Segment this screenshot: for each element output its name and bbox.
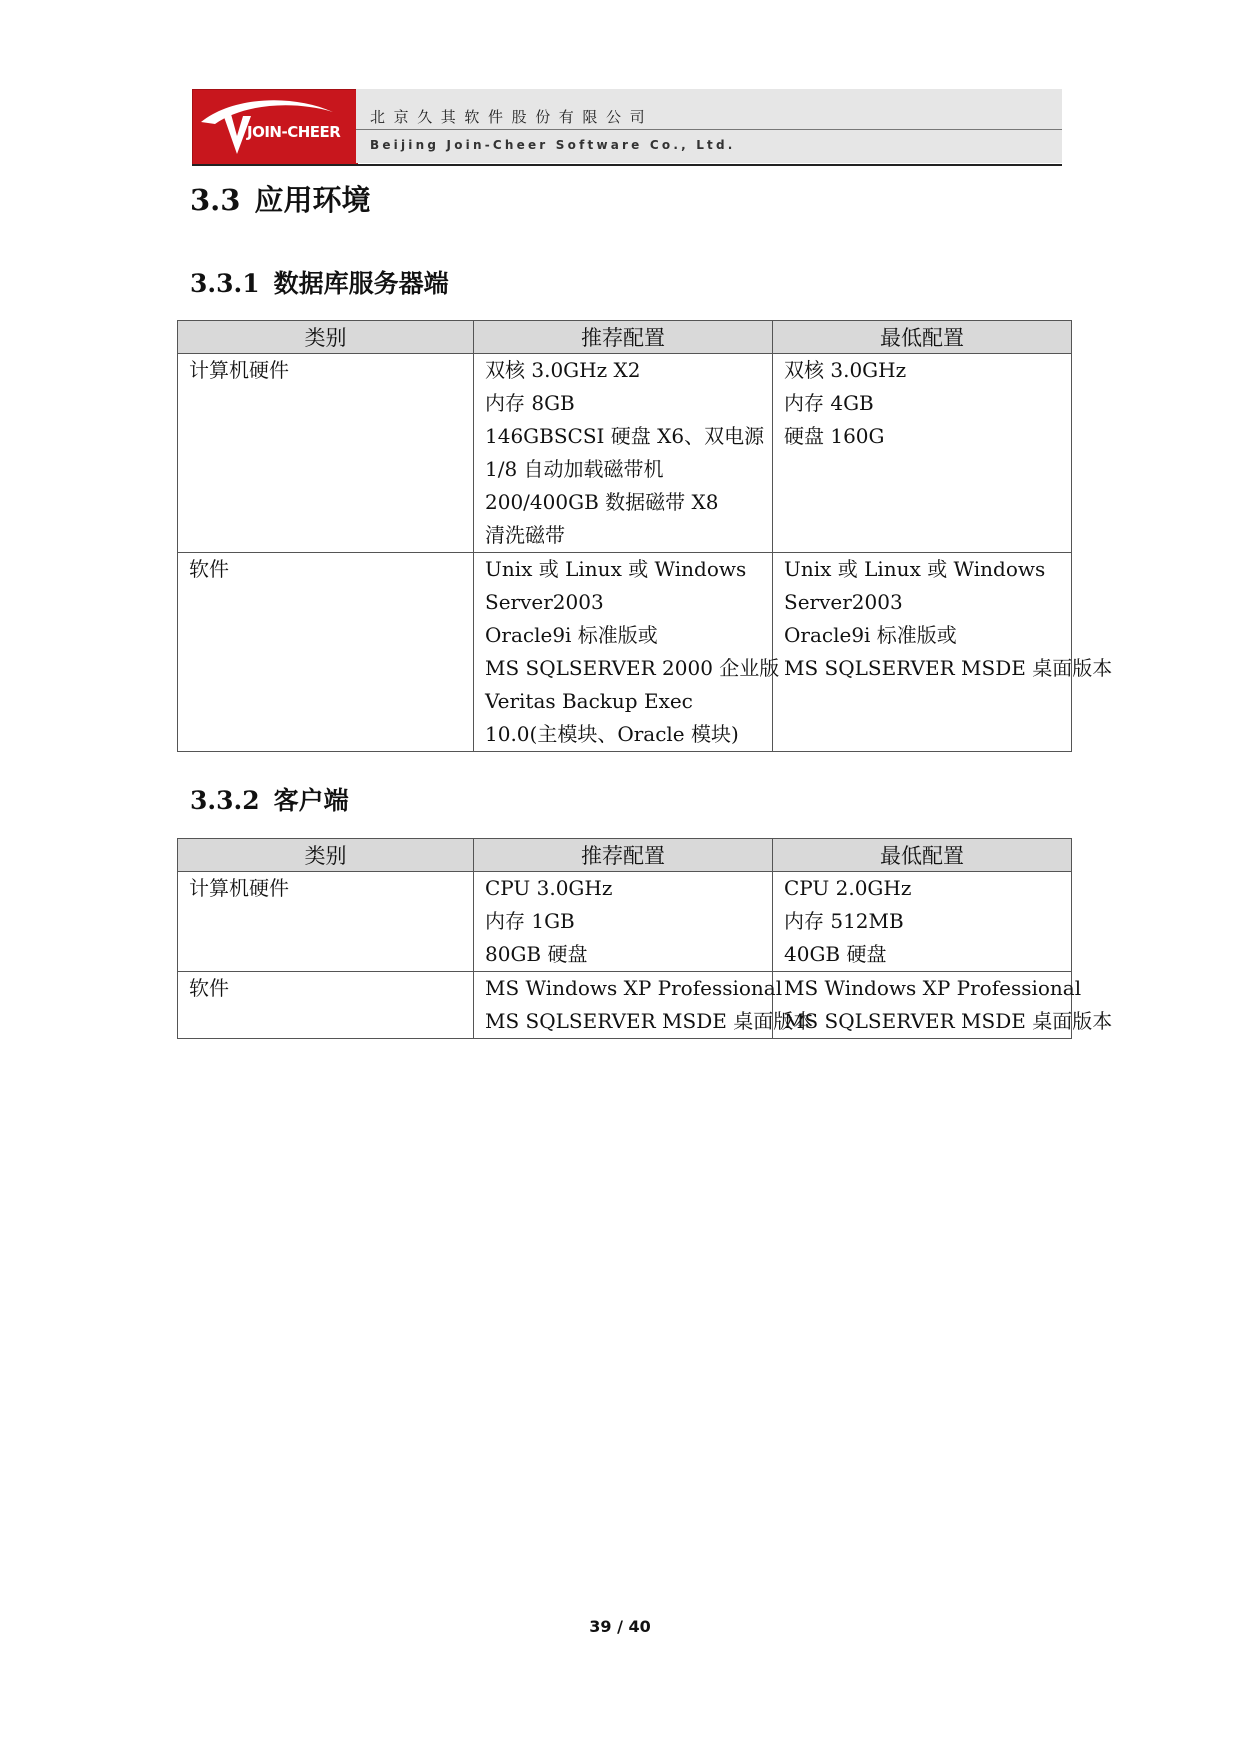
cell-line: 内存 512MB [784,909,904,933]
cell-line: MS Windows XP Professional [485,976,783,1000]
page-header [192,89,1062,165]
header-category: 类别 [178,321,474,354]
page-number: 39 / 40 [589,1617,651,1636]
cell-line: 1/8 自动加载磁带机 [485,457,664,481]
table-row [178,553,1072,752]
table-row [178,972,1072,1039]
cell-line: MS Windows XP Professional [784,976,1082,1000]
table-row [178,872,1072,972]
cell-line: Unix 或 Linux 或 Windows [784,557,1046,581]
client-config-table [177,838,1113,1039]
cell-line: 146GBSCSI 硬盘 X6、双电源 [485,424,765,448]
cell-minimum [773,354,1072,553]
cell-line: 80GB 硬盘 [485,942,588,966]
cell-line: MS SQLSERVER MSDE 桌面版本 [784,1009,1113,1033]
cell-minimum [773,553,1113,752]
cell-line: 清洗磁带 [485,523,565,547]
header-rule [192,164,1062,166]
company-name-cn: 北京久其软件股份有限公司 [370,108,654,126]
section-heading [190,178,370,219]
cell-category: 软件 [178,972,474,1039]
table-row [178,354,1072,553]
cell-category: 软件 [178,553,474,752]
cell-line: 内存 1GB [485,909,575,933]
table-header-row [178,321,1072,354]
subsection-title: 客户端 [273,786,349,815]
cell-category: 计算机硬件 [178,354,474,553]
cell-line: 200/400GB 数据磁带 X8 [485,490,719,514]
cell-recommended [474,972,814,1039]
cell-line: 硬盘 160G [784,424,885,448]
company-name-en: Beijing Join-Cheer Software Co., Ltd. [370,138,736,152]
subsection-title: 数据库服务器端 [273,269,449,298]
cell-recommended [474,553,780,752]
cell-minimum [773,972,1113,1039]
cell-line: CPU 3.0GHz [485,876,613,900]
subsection-heading-2 [190,781,349,817]
cell-recommended [474,354,773,553]
cell-line: Unix 或 Linux 或 Windows [485,557,747,581]
section-title: 应用环境 [254,183,371,217]
header-minimum: 最低配置 [773,839,1072,872]
cell-line: 双核 3.0GHz [784,358,907,382]
subsection-heading-1 [190,264,449,300]
cell-line: 40GB 硬盘 [784,942,887,966]
logo-text: JOIN-CHEER [247,123,341,141]
cell-line: MS SQLSERVER MSDE 桌面版本 [485,1009,814,1033]
cell-line: Veritas Backup Exec [485,689,693,713]
cell-line: 内存 8GB [485,391,575,415]
cell-category: 计算机硬件 [178,872,474,972]
subsection-number: 3.3.1 [190,269,260,298]
table-header-row [178,839,1072,872]
cell-line: Server2003 [784,590,903,614]
cell-line: CPU 2.0GHz [784,876,912,900]
cell-line: 10.0(主模块、Oracle 模块) [485,722,739,746]
section-number: 3.3 [190,183,241,217]
cell-line: 双核 3.0GHz X2 [485,358,641,382]
subsection-number: 3.3.2 [190,786,260,815]
header-recommended: 推荐配置 [474,839,773,872]
cell-line: MS SQLSERVER MSDE 桌面版本 [784,656,1113,680]
cell-line: Oracle9i 标准版或 [485,623,658,647]
header-minimum: 最低配置 [773,321,1072,354]
cell-recommended [474,872,773,972]
cell-line: MS SQLSERVER 2000 企业版 [485,656,780,680]
server-config-table [177,320,1113,752]
cell-line: 内存 4GB [784,391,874,415]
company-logo [192,89,358,165]
header-recommended: 推荐配置 [474,321,773,354]
header-band-divider [356,129,1062,130]
cell-line: Server2003 [485,590,604,614]
cell-line: Oracle9i 标准版或 [784,623,957,647]
header-category: 类别 [178,839,474,872]
cell-minimum [773,872,1072,972]
